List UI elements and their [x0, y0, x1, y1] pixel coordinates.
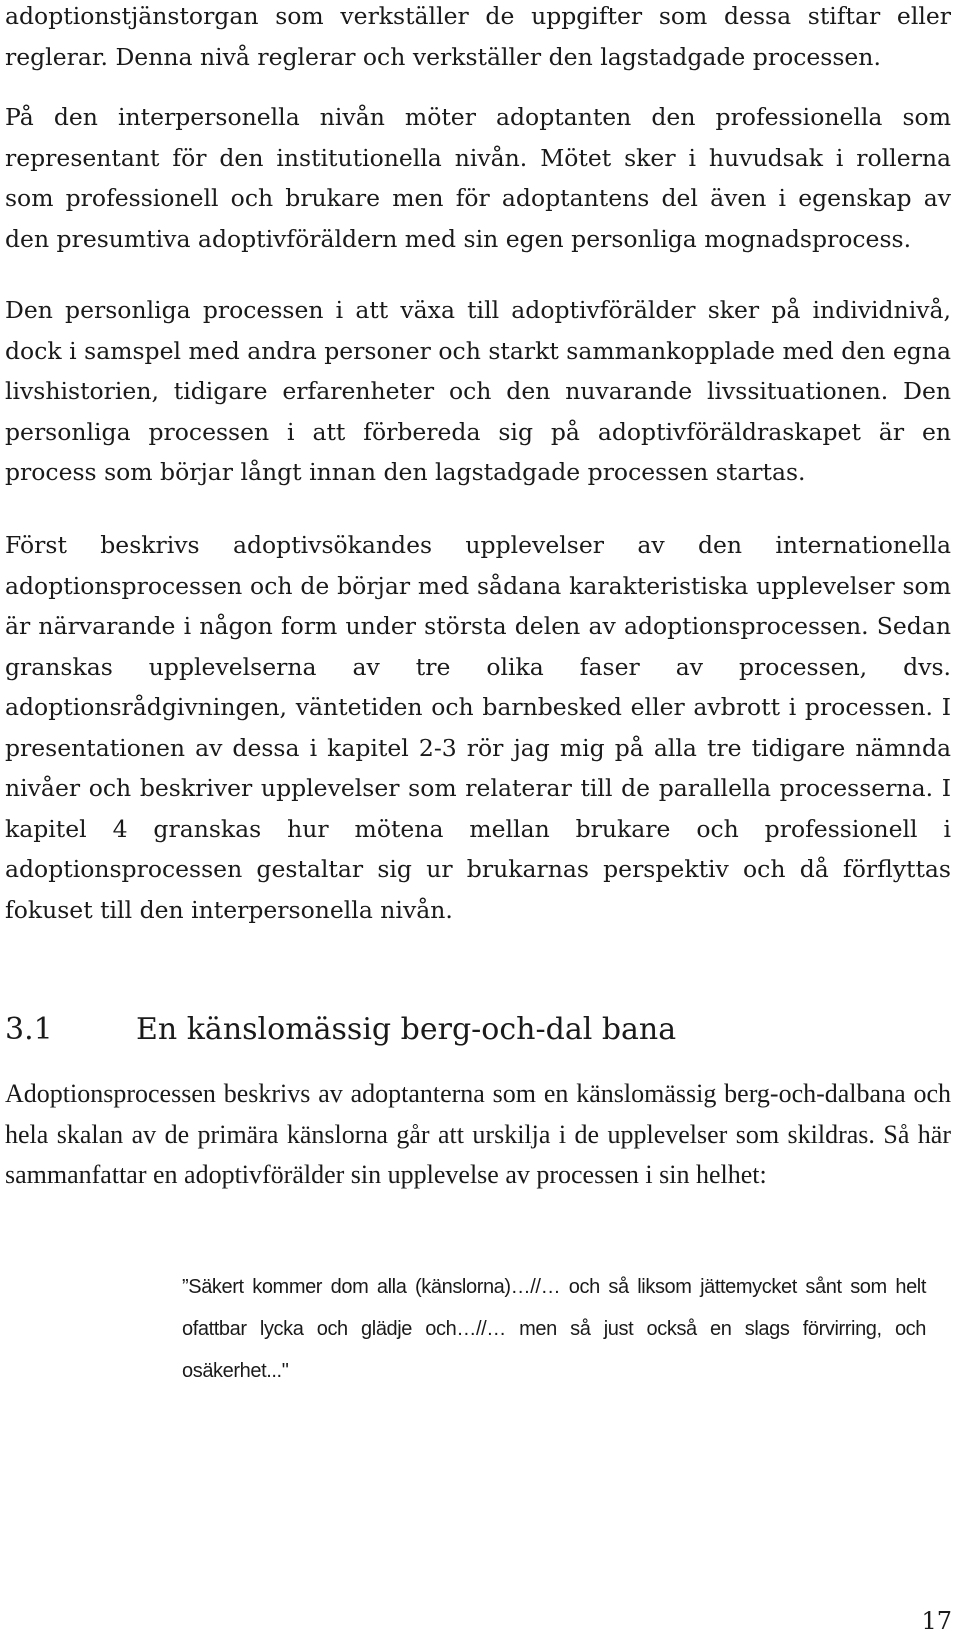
paragraph-personal-process: Den personliga processen i att växa till adoptivförälder sker på individnivå, dock i samspel med andra personer och starkt sammankopplade med den egna livshistorien, tidigare erfarenheter och den nuvarande livssituationen. Den personliga processen i att förbereda sig på adoptivföräldraskapet är en process som börjar långt innan den lagstadgade processen startas. [5, 296, 951, 486]
section-heading [5, 1010, 951, 1050]
paragraph-chapter-overview: Först beskrivs adoptivsökandes upplevelser av den internationella adoptionsprocessen och de börjar med sådana karakteristiska upplevelser som är närvarande i någon form under största delen av adoptionsprocessen. Sedan granskas upplevelserna av tre olika faser av processen, dvs. adoptionsrådgivningen, väntetiden och barnbesked eller avbrott i processen. I presentationen av dessa i kapitel 2-3 rör jag mig på alla tre tidigare nämnda nivåer och beskriver upplevelser som relaterar till de parallella processerna. I kapitel 4 granskas hur mötena mellan brukare och professionell i adoptionsprocessen gestaltar sig ur brukarnas perspektiv och då förflyttas fokuset till den interpersonella nivån. [5, 531, 951, 924]
page-number: 17 [921, 1607, 952, 1635]
paragraph-emotional-rollercoaster: Adoptionsprocessen beskrivs av adoptanterna som en känslomässig berg-och-dalbana och hela skalan av de primära känslorna går att urskilja i de upplevelser som skildras. Så här sammanfattar en adoptivförälder sin upplevelse av processen i sin helhet: [5, 1079, 951, 1189]
paragraph-adoption-agencies: adoptionstjänstorgan som verkställer de uppgifter som dessa stiftar eller reglerar. Denna nivå reglerar och verkställer den lagstadgade processen. [5, 2, 951, 71]
paragraph-interpersonal-level: På den interpersonella nivån möter adoptanten den professionella som representant för den institutionella nivån. Mötet sker i huvudsak i rollerna som professionell och brukare men för adoptantens del även i egenskap av den presumtiva adoptivföräldern med sin egen personliga mognadsprocess. [5, 103, 951, 253]
section-title: En känslomässig berg-och-dal bana [136, 1012, 677, 1047]
block-quote: ”Säkert kommer dom alla (känslorna)…//… och så liksom jättemycket sånt som helt ofattbar lycka och glädje och…//… men så just också en slags förvirring, och osäkerhet..." [182, 1276, 926, 1382]
section-number: 3.1 [5, 1012, 53, 1047]
